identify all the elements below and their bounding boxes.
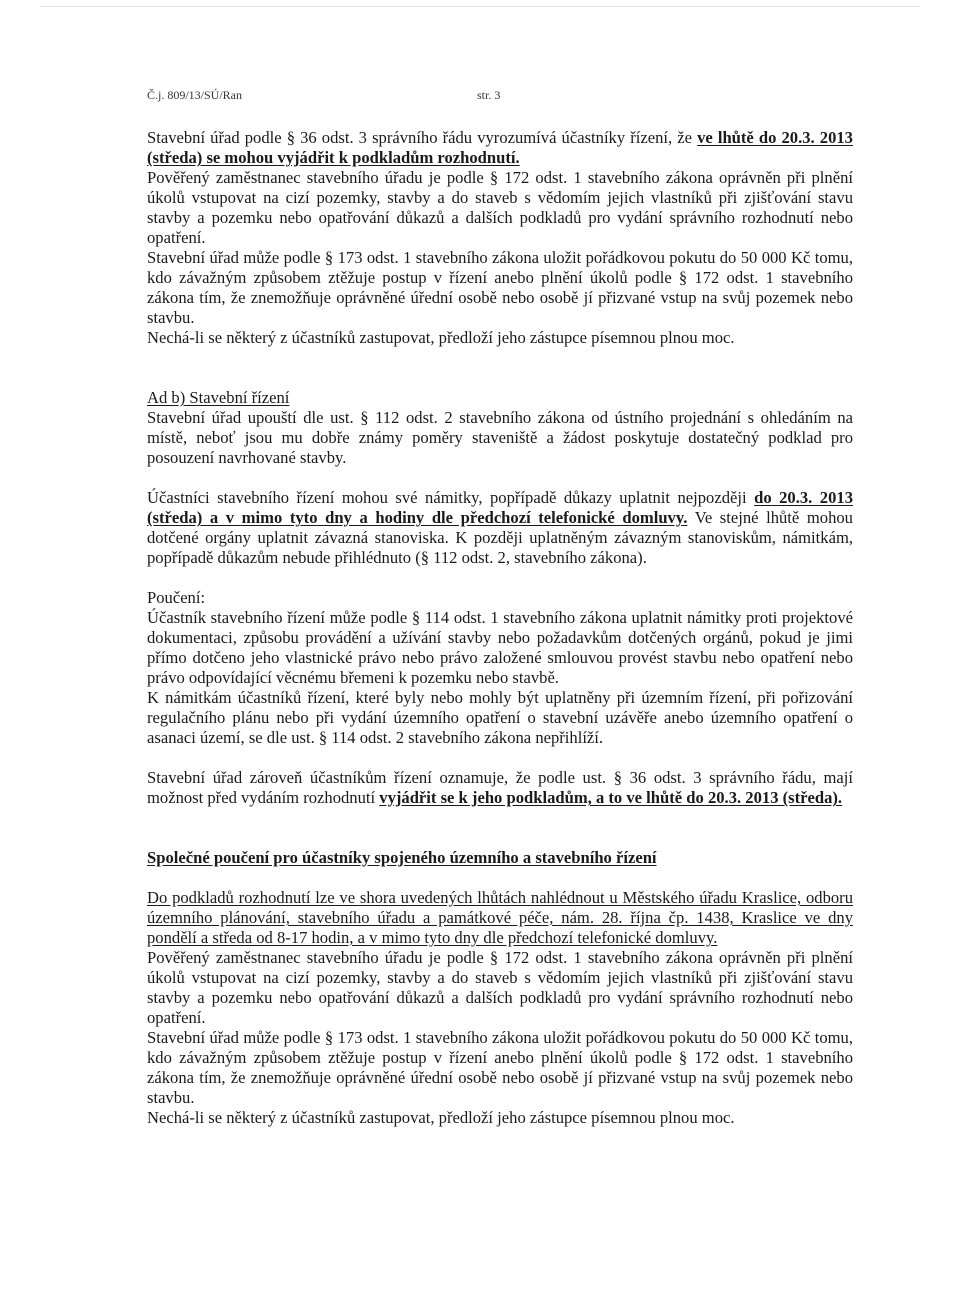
objections-continuation: Ve stejné lhůtě mohou dotčené orgány uplatnit závazná stanoviska. K později uplatněným závazným stanoviskům, námitkám, popřípadě důkazům nebude přihlédnuto (§ 112 odst. 2, stavebního zákona). xyxy=(147,508,853,567)
instruction-label: Poučení: xyxy=(147,588,206,607)
page-header xyxy=(147,88,500,103)
comment-deadline: vyjádřit se k jeho podkladům, a to ve lhůtě do 20.3. 2013 (středa). xyxy=(379,788,843,807)
comment-text: Stavební úřad zároveň účastníkům řízení oznamuje, že podle ust. § 36 odst. 3 správního řádu, mají možnost před vydáním rozhodnutí xyxy=(147,768,853,807)
paragraph-objections-deadline xyxy=(147,488,853,568)
reference-number: Č.j. 809/13/SÚ/Ran xyxy=(147,88,243,102)
paragraph-fine: Stavební úřad může podle § 173 odst. 1 stavebního zákona uložit pořádkovou pokutu do 50 000 Kč tomu, kdo závažným způsobem ztěžuje postup v řízení anebo plnění úkolů podle § 172 odst. 1 stavebního zákona tím, že znemožňuje oprávněné úřední osobě nebo osobě jí přizvané vstup na svůj pozemek nebo stavbu. xyxy=(147,248,853,327)
paragraph-inspection-of-documents: Do podkladů rozhodnutí lze ve shora uvedených lhůtách nahlédnout u Městského úřadu Kraslice, odboru územního plánování, stavebního úřadu a památkové péče, nám. 28. října čp. 1438, Kraslice ve dny pondělí a středa od 8-17 hodin, a v mimo tyto dny dle předchozí telefonické domluvy. xyxy=(147,888,853,947)
document-body xyxy=(147,128,853,1128)
paragraph-waiver: Stavební úřad upouští dle ust. § 112 odst. 2 stavebního zákona od ústního projednání s ohledáním na místě, neboť jsou mu dobře známy poměry staveniště a žádost poskytuje dostatečný podklad pro posouzení navrhované stavby. xyxy=(147,408,853,467)
paragraph-representation-2: Nechá-li se některý z účastníků zastupovat, předloží jeho zástupce písemnou plnou moc. xyxy=(147,1108,735,1127)
notice-deadline: ve lhůtě do 20.3. 2013 (středa) se mohou vyjádřit k podkladům rozhodnutí. xyxy=(147,128,853,167)
paragraph-participant-objections: Účastník stavebního řízení může podle § 114 odst. 1 stavebního zákona uplatnit námitky proti projektové dokumentaci, způsobu provádění a užívání stavby nebo požadavkům dotčených orgánů, pokud je jimi přímo dotčeno jeho vlastnické právo nebo právo založené smlouvou provést stavbu nebo opatření nebo právo odpovídající věcnému břemeni k pozemku nebo stavbě. xyxy=(147,608,853,687)
paragraph-notice xyxy=(147,128,853,168)
paragraph-disregarded-objections: K námitkám účastníků řízení, které byly nebo mohly být uplatněny při územním řízení, při pořizování regulačního plánu nebo při vydání územního opatření o stavební uzávěře anebo územního opatření o asanaci území, se dle ust. § 114 odst. 2 stavebního zákona nepřihlíží. xyxy=(147,688,853,747)
objections-text: Účastníci stavebního řízení mohou své námitky, popřípadě důkazy uplatnit nejpozději xyxy=(147,488,755,507)
top-scan-line xyxy=(40,6,920,7)
paragraph-fine-2: Stavební úřad může podle § 173 odst. 1 stavebního zákona uložit pořádkovou pokutu do 50 000 Kč tomu, kdo závažným způsobem ztěžuje postup v řízení anebo plnění úkolů podle § 172 odst. 1 stavebního zákona tím, že znemožňuje oprávněné úřední osobě nebo osobě jí přizvané vstup na svůj pozemek nebo stavbu. xyxy=(147,1028,853,1107)
paragraph-entry-rights: Pověřený zaměstnanec stavebního úřadu je podle § 172 odst. 1 stavebního zákona oprávněn při plnění úkolů vstupovat na cizí pozemky, stavby a do staveb s vědomím jejich vlastníků při zjišťování stavu stavby a pozemku nebo opatřování důkazů a dalších podkladů pro vydání správního rozhodnutí nebo opatření. xyxy=(147,168,853,247)
objections-deadline: do 20.3. 2013 (středa) a v mimo tyto dny a hodiny dle předchozí telefonické domluvy. xyxy=(147,488,853,527)
notice-text: Stavební úřad podle § 36 odst. 3 správního řádu vyrozumívá účastníky řízení, že xyxy=(147,128,698,147)
paragraph-entry-rights-2: Pověřený zaměstnanec stavebního úřadu je podle § 172 odst. 1 stavebního zákona oprávněn při plnění úkolů vstupovat na cizí pozemky, stavby a do staveb s vědomím jejich vlastníků při zjišťování stavu stavby a pozemku nebo opatřování důkazů a dalších podkladů pro vydání správního rozhodnutí nebo opatření. xyxy=(147,948,853,1027)
paragraph-opportunity-to-comment xyxy=(147,768,853,808)
section-heading-common-instruction: Společné poučení pro účastníky spojeného územního a stavebního řízení xyxy=(147,848,657,867)
page-number: str. 3 xyxy=(477,88,501,102)
paragraph-representation: Nechá-li se některý z účastníků zastupovat, předloží jeho zástupce písemnou plnou moc. xyxy=(147,328,735,347)
section-heading-building-procedure: Ad b) Stavební řízení xyxy=(147,388,290,407)
